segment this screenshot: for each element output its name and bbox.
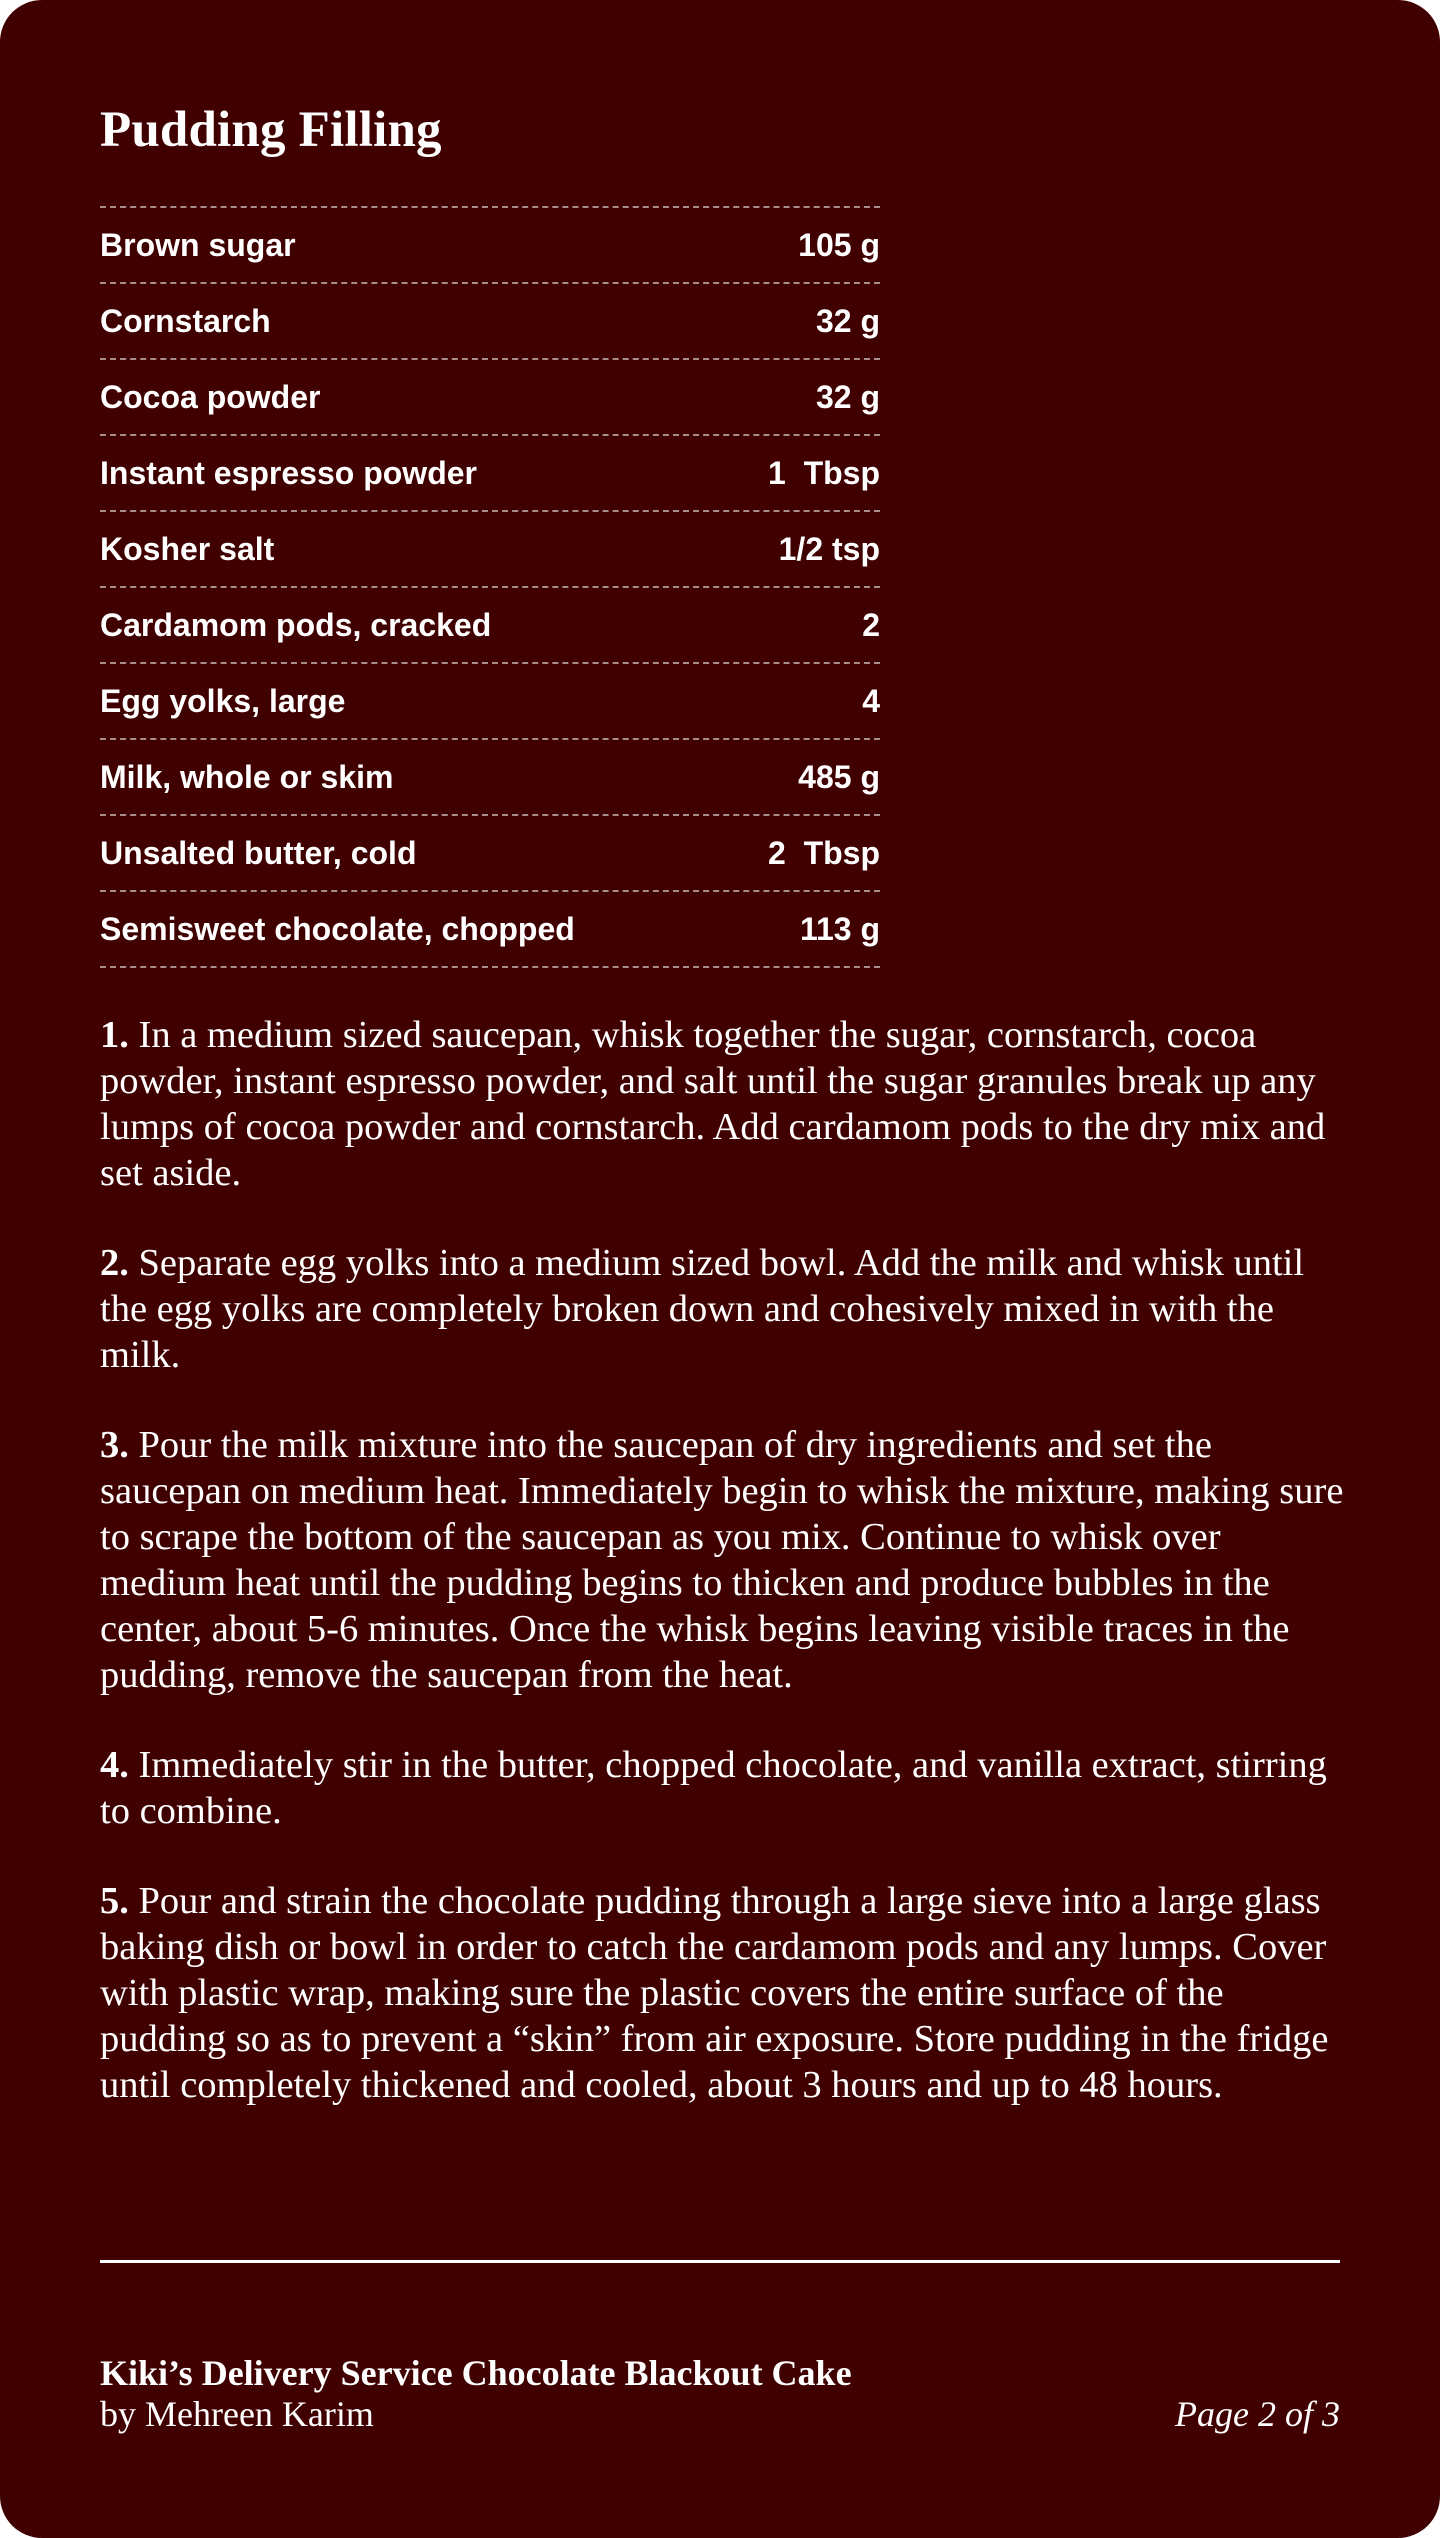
step-text: Separate egg yolks into a medium sized bowl. Add the milk and whisk until the egg yolks are completely broken down and cohesively mixed in with the milk. [100,1242,1305,1376]
instruction-step [100,1422,1350,1698]
step-number: 1. [100,1014,129,1056]
ingredient-row [100,816,880,892]
instruction-step [100,1878,1350,2108]
ingredient-name: Semisweet chocolate, chopped [100,910,575,947]
ingredient-name: Egg yolks, large [100,682,346,719]
ingredient-name: Unsalted butter, cold [100,834,417,871]
recipe-title: Kiki’s Delivery Service Chocolate Blackout Cake [100,2353,852,2393]
ingredient-amount: 4 [862,682,880,719]
step-text: In a medium sized saucepan, whisk together the sugar, cornstarch, cocoa powder, instant espresso powder, and salt until the sugar granules break up any lumps of cocoa powder and cornstarch. Add cardamom pods to the dry mix and set aside. [100,1014,1326,1194]
ingredient-name: Kosher salt [100,530,275,567]
ingredient-row [100,208,880,284]
ingredient-amount: 1/2 tsp [778,530,880,567]
ingredient-name: Milk, whole or skim [100,758,394,795]
footer-divider [100,2260,1340,2263]
ingredient-row [100,664,880,740]
ingredient-name: Instant espresso powder [100,454,477,491]
ingredient-name: Brown sugar [100,226,296,263]
step-text: Pour the milk mixture into the saucepan of dry ingredients and set the saucepan on medium heat. Immediately begin to whisk the mixture, making sure to scrape the bottom of the saucepan as you mix. Continue to whisk over medium heat until the pudding begins to thicken and produce bubbles in the center, about 5-6 minutes. Once the whisk begins leaving visible traces in the pudding, remove the saucepan from the heat. [100,1424,1344,1696]
ingredient-amount: 105 g [798,226,880,263]
ingredient-row [100,360,880,436]
instruction-step [100,1742,1350,1834]
step-text: Pour and strain the chocolate pudding through a large sieve into a large glass baking dish or bowl in order to catch the cardamom pods and any lumps. Cover with plastic wrap, making sure the plastic covers the entire surface of the pudding so as to prevent a “skin” from air exposure. Store pudding in the fridge until completely thickened and cooled, about 3 hours and up to 48 hours. [100,1880,1329,2106]
ingredient-row [100,512,880,588]
ingredient-name: Cocoa powder [100,378,321,415]
instruction-step [100,1012,1350,1196]
ingredient-row [100,892,880,968]
ingredient-amount: 2 Tbsp [767,834,880,871]
section-title: Pudding Filling [100,102,442,158]
recipe-author: by Mehreen Karim [100,2394,374,2434]
ingredient-row [100,436,880,512]
instruction-steps [100,1012,1350,2152]
ingredient-list [100,206,880,968]
ingredient-amount: 32 g [815,378,880,415]
step-number: 4. [100,1744,129,1786]
ingredient-amount: 2 [862,606,880,643]
ingredient-amount: 113 g [799,910,880,947]
step-number: 3. [100,1424,129,1466]
ingredient-amount: 1 Tbsp [767,454,880,491]
ingredient-amount: 485 g [798,758,880,795]
step-text: Immediately stir in the butter, chopped chocolate, and vanilla extract, stirring to combine. [100,1744,1327,1832]
ingredient-name: Cardamom pods, cracked [100,606,492,643]
ingredient-row [100,284,880,360]
ingredient-row [100,588,880,664]
instruction-step [100,1240,1350,1378]
step-number: 2. [100,1242,129,1284]
page-indicator: Page 2 of 3 [1175,2394,1340,2434]
step-number: 5. [100,1880,129,1922]
ingredient-amount: 32 g [815,302,880,339]
ingredient-row [100,740,880,816]
ingredient-name: Cornstarch [100,302,271,339]
